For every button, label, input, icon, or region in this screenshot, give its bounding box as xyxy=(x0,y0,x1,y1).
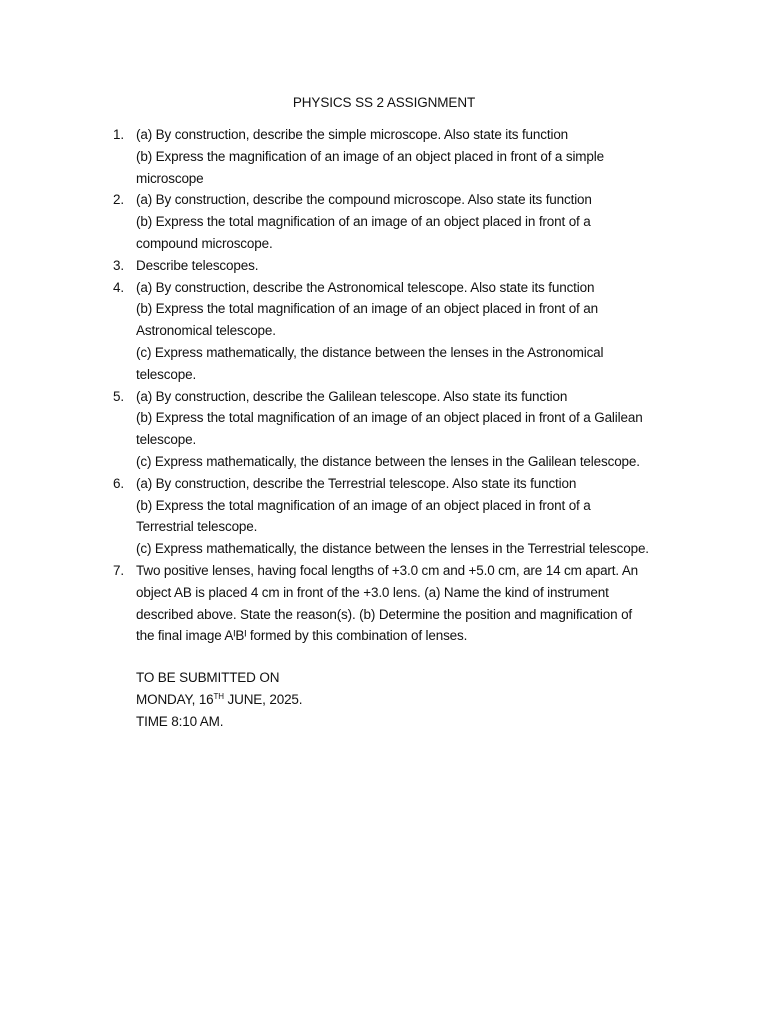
question-number: 7. xyxy=(113,562,124,578)
question-line: (b) Express the magnification of an image of an object placed in front of a simple xyxy=(136,148,604,164)
question-line: (b) Express the total magnification of an image of an object placed in front of a xyxy=(136,214,591,230)
submission-date-suffix: JUNE, 2025. xyxy=(223,691,303,707)
submission-label: TO BE SUBMITTED ON xyxy=(136,670,280,685)
question-line: telescope. xyxy=(136,432,197,448)
question-line: (a) By construction, describe the simple microscope. Also state its function xyxy=(136,127,569,142)
question-line: compound microscope. xyxy=(136,235,273,251)
question-number: 5. xyxy=(113,388,124,404)
question-list xyxy=(96,124,696,647)
question-number: 6. xyxy=(113,475,124,491)
question-line: Two positive lenses, having focal lengths of +3.0 cm and +5.0 cm, are 14 cm apart. An xyxy=(136,562,639,578)
question-line: telescope. xyxy=(136,366,197,382)
question-line: (c) Express mathematically, the distance between the lenses in the Galilean telescope. xyxy=(136,453,640,469)
question-line: Astronomical telescope. xyxy=(136,323,276,339)
question-line: the final image AᴵBᴵ formed by this combination of lenses. xyxy=(136,628,468,644)
question-item xyxy=(96,386,696,473)
question-number: 1. xyxy=(113,127,124,142)
submission-date-prefix: MONDAY, 16 xyxy=(136,691,214,707)
question-item xyxy=(96,277,696,386)
question-line: Describe telescopes. xyxy=(136,257,259,273)
submission-info xyxy=(136,667,302,732)
question-item xyxy=(96,189,696,254)
question-line: object AB is placed 4 cm in front of the +3.0 lens. (a) Name the kind of instrument xyxy=(136,584,609,600)
question-number: 4. xyxy=(113,279,124,295)
submission-date xyxy=(136,689,302,711)
question-line: (a) By construction, describe the Terrestrial telescope. Also state its function xyxy=(136,475,577,491)
question-line: (b) Express the total magnification of an image of an object placed in front of an xyxy=(136,301,598,317)
document-title: PHYSICS SS 2 ASSIGNMENT xyxy=(292,95,476,110)
question-line: (a) By construction, describe the Galilean telescope. Also state its function xyxy=(136,388,568,404)
question-item xyxy=(96,124,696,189)
question-number: 2. xyxy=(113,192,124,208)
question-line: (b) Express the total magnification of an image of an object placed in front of a xyxy=(136,497,591,513)
question-line: (a) By construction, describe the compound microscope. Also state its function xyxy=(136,192,592,208)
question-line: (c) Express mathematically, the distance between the lenses in the Terrestrial telescope. xyxy=(136,541,649,557)
question-line: (c) Express mathematically, the distance between the lenses in the Astronomical xyxy=(136,344,604,360)
question-item xyxy=(96,473,696,560)
question-line: (b) Express the total magnification of an image of an object placed in front of a Galilean xyxy=(136,410,643,426)
submission-date-superscript: TH xyxy=(213,691,224,701)
question-line: described above. State the reason(s). (b) Determine the position and magnification of xyxy=(136,606,633,622)
question-item xyxy=(96,255,696,277)
question-line: (a) By construction, describe the Astronomical telescope. Also state its function xyxy=(136,279,595,295)
question-item xyxy=(96,560,696,647)
question-line: microscope xyxy=(136,170,204,186)
question-line: Terrestrial telescope. xyxy=(136,519,258,535)
question-number: 3. xyxy=(113,257,124,273)
submission-time: TIME 8:10 AM. xyxy=(136,713,224,729)
